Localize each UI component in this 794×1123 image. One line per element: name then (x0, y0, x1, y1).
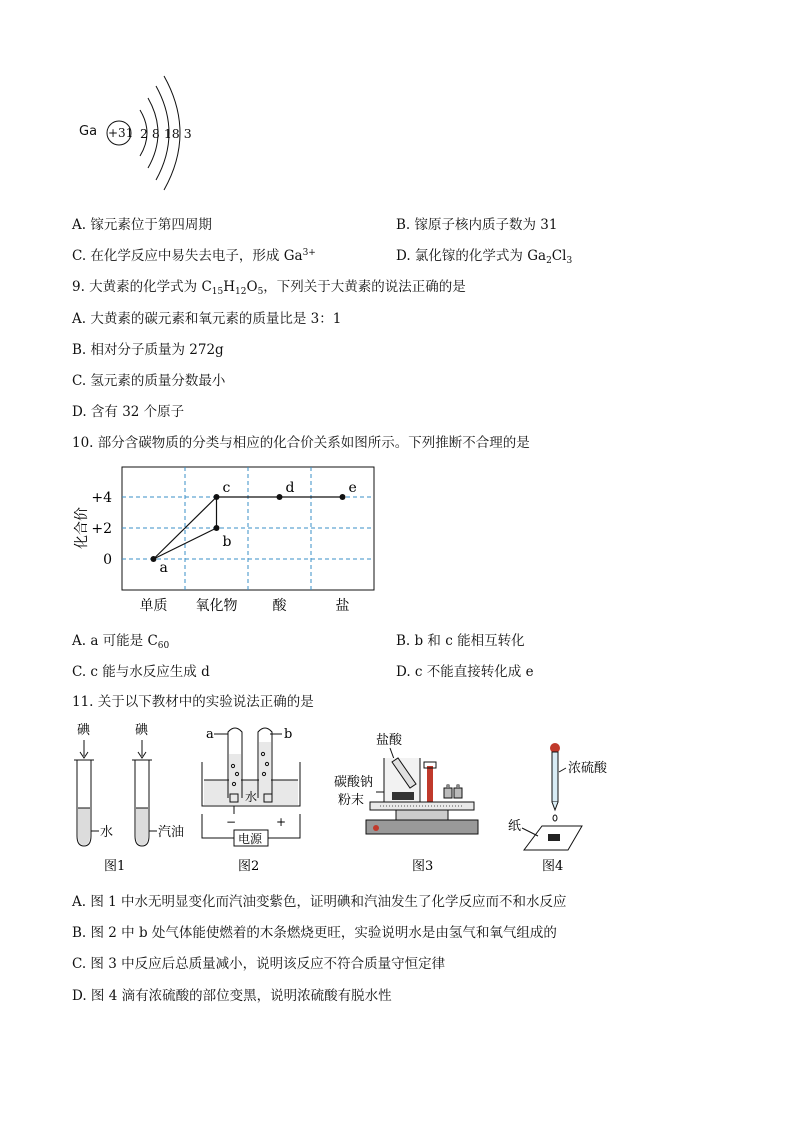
valence-chart (70, 462, 390, 617)
q9-option-a: A. 大黄素的碳元素和氧元素的质量比是 3：1 (72, 311, 342, 327)
shell-electrons: 2 8 18 3 (140, 126, 192, 141)
q8-option-d-mid: Cl (551, 248, 567, 264)
q9-sub1: 15 (211, 287, 224, 297)
pointer (427, 766, 433, 802)
q8-option-c-sup: 3+ (302, 248, 316, 258)
q8-option-c (72, 244, 316, 264)
fig4-caption: 图4 (542, 859, 564, 874)
fig3-powder-label-1: 碳酸钠 (334, 775, 374, 790)
fig2-b-label: b (284, 727, 293, 742)
y-tick-label: +4 (91, 490, 112, 506)
q10-option-c: C. c 能与水反应生成 d (72, 664, 210, 680)
fig1-gasoline-label: 汽油 (158, 825, 185, 840)
fig1-caption: 图1 (104, 859, 126, 874)
fig1-water-label: 水 (100, 825, 114, 840)
q10-option-b: B. b 和 c 能相互转化 (396, 633, 525, 649)
figure-3 (330, 718, 490, 878)
x-category-label: 单质 (139, 598, 168, 614)
q10-option-a-text: A. a 可能是 C (72, 633, 158, 649)
fig3-powder-label-2: 粉末 (338, 793, 365, 808)
figure-4 (500, 718, 620, 878)
fig2-water-label: 水 (245, 790, 258, 804)
q11-stem: 11. 关于以下教材中的实验说法正确的是 (72, 694, 314, 710)
point-label-c: c (222, 480, 231, 496)
fig1-iodine-label-1: 碘 (77, 723, 91, 738)
figure-2 (198, 718, 310, 878)
q10-option-a-sub: 60 (157, 641, 170, 651)
fig3-caption: 图3 (412, 859, 434, 874)
q9-sub2: 12 (235, 287, 247, 297)
dropper-tube (552, 752, 558, 802)
q8-option-c-text: C. 在化学反应中易失去电子，形成 Ga (72, 248, 303, 264)
point-label-e: e (348, 480, 357, 496)
q9-stem-post: ，下列关于大黄素的说法正确的是 (263, 279, 466, 295)
fig1-iodine-label-2: 碘 (135, 723, 149, 738)
q10-option-d: D. c 不能直接转化成 e (396, 664, 534, 680)
q8-option-d (396, 244, 572, 266)
black-spot (548, 834, 560, 841)
q9-h: H (223, 279, 236, 295)
x-category-label: 盐 (335, 598, 350, 614)
q8-option-b: B. 镓原子核内质子数为 31 (396, 217, 558, 233)
fig2-a-label: a (206, 727, 214, 742)
balance-base (366, 820, 478, 834)
q8-option-d-text: D. 氯化镓的化学式为 Ga (396, 248, 547, 264)
point-label-d: d (285, 480, 295, 496)
point-d (277, 494, 283, 500)
point-e (340, 494, 346, 500)
fig2-plus: + (276, 815, 287, 829)
q8-option-d-sub2: 3 (566, 256, 573, 266)
fig3-acid-label: 盐酸 (376, 733, 403, 748)
y-axis-label: 化合价 (74, 507, 90, 549)
y-tick-label: 0 (103, 552, 112, 568)
q9-stem (72, 275, 466, 297)
q9-sub3: 5 (257, 287, 264, 297)
q9-o: O (246, 279, 258, 295)
point-label-a: a (159, 560, 168, 576)
y-tick-label: +2 (91, 521, 112, 537)
q10-stem: 10. 部分含碳物质的分类与相应的化合价关系如图所示。下列推断不合理的是 (72, 435, 530, 451)
q11-option-c: C. 图 3 中反应后总质量减小，说明该反应不符合质量守恒定律 (72, 956, 446, 972)
fig2-minus: − (226, 815, 237, 829)
q9-stem-pre: 9. 大黄素的化学式为 C (72, 279, 212, 295)
q9-option-c: C. 氢元素的质量分数最小 (72, 373, 226, 389)
q10-option-a (72, 629, 169, 651)
point-label-b: b (222, 534, 232, 550)
x-category-label: 酸 (272, 598, 287, 614)
fig4-paper-label: 纸 (508, 819, 522, 834)
q8-option-d-sub1: 2 (546, 256, 552, 266)
q11-option-b: B. 图 2 中 b 处气体能使燃着的木条燃烧更旺，实验说明水是由氢气和氧气组成的 (72, 925, 557, 941)
figure-1 (62, 718, 192, 878)
q11-option-d: D. 图 4 滴有浓硫酸的部位变黑，说明浓硫酸有脱水性 (72, 988, 392, 1004)
fig4-acid-label: 浓硫酸 (568, 761, 608, 776)
point-a (151, 556, 157, 562)
q8-option-a: A. 镓元素位于第四周期 (72, 217, 212, 233)
fig2-caption: 图2 (238, 859, 260, 874)
point-b (214, 525, 220, 531)
fig2-power-label: 电源 (238, 832, 263, 846)
atom-symbol: Ga (79, 124, 98, 139)
point-c (214, 494, 220, 500)
q11-option-a: A. 图 1 中水无明显变化而汽油变紫色，证明碘和汽油发生了化学反应而不和水反应 (72, 894, 567, 910)
x-category-label: 氧化物 (195, 598, 238, 614)
q9-option-b: B. 相对分子质量为 272g (72, 342, 224, 358)
nucleus-label: +31 (108, 126, 134, 140)
q9-option-d: D. 含有 32 个原子 (72, 404, 185, 420)
